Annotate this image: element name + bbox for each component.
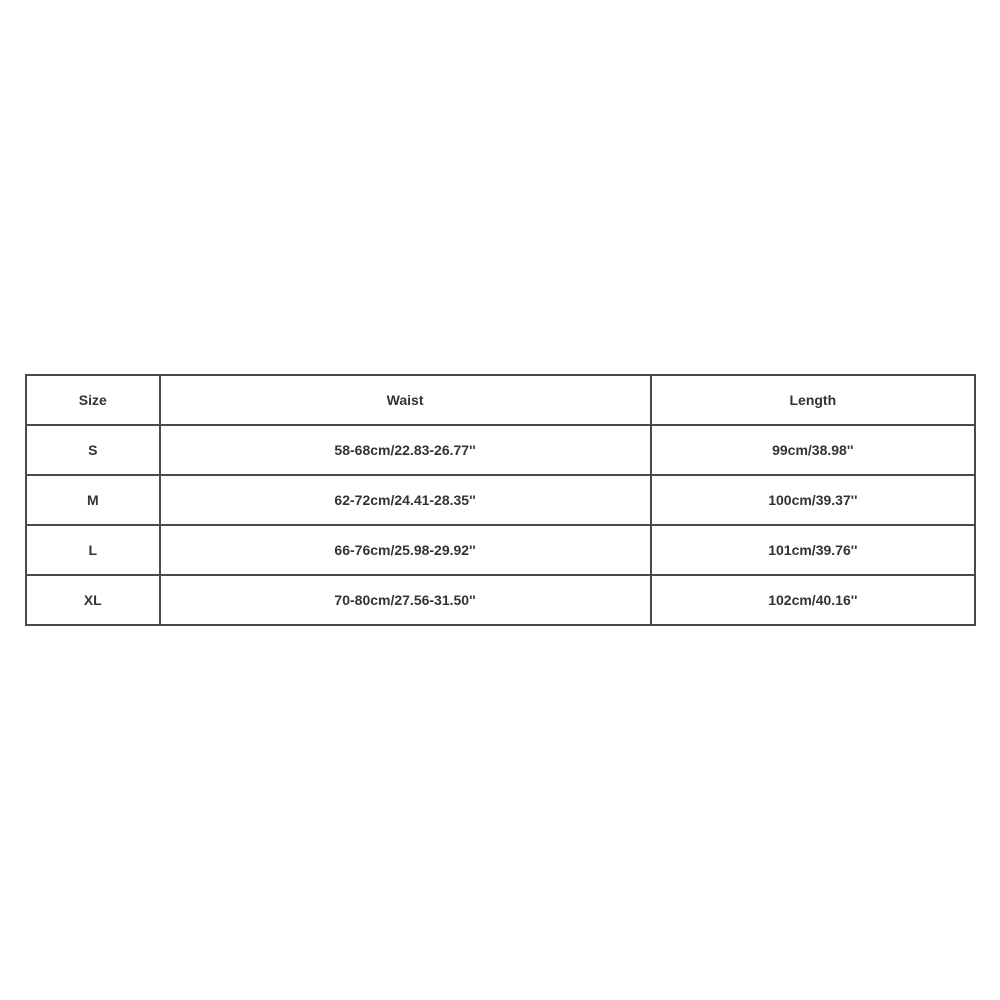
cell-waist: 70-80cm/27.56-31.50'' [160, 575, 651, 625]
header-size: Size [26, 375, 160, 425]
table-row [26, 525, 975, 575]
cell-waist: 58-68cm/22.83-26.77'' [160, 425, 651, 475]
table-header-row [26, 375, 975, 425]
cell-length: 99cm/38.98'' [651, 425, 975, 475]
cell-size: S [26, 425, 160, 475]
cell-size: XL [26, 575, 160, 625]
table-row [26, 575, 975, 625]
header-length: Length [651, 375, 975, 425]
cell-length: 102cm/40.16'' [651, 575, 975, 625]
cell-size: M [26, 475, 160, 525]
cell-waist: 62-72cm/24.41-28.35'' [160, 475, 651, 525]
cell-size: L [26, 525, 160, 575]
size-chart-table [25, 374, 976, 626]
header-waist: Waist [160, 375, 651, 425]
table-row [26, 475, 975, 525]
cell-waist: 66-76cm/25.98-29.92'' [160, 525, 651, 575]
cell-length: 101cm/39.76'' [651, 525, 975, 575]
table-row [26, 425, 975, 475]
cell-length: 100cm/39.37'' [651, 475, 975, 525]
